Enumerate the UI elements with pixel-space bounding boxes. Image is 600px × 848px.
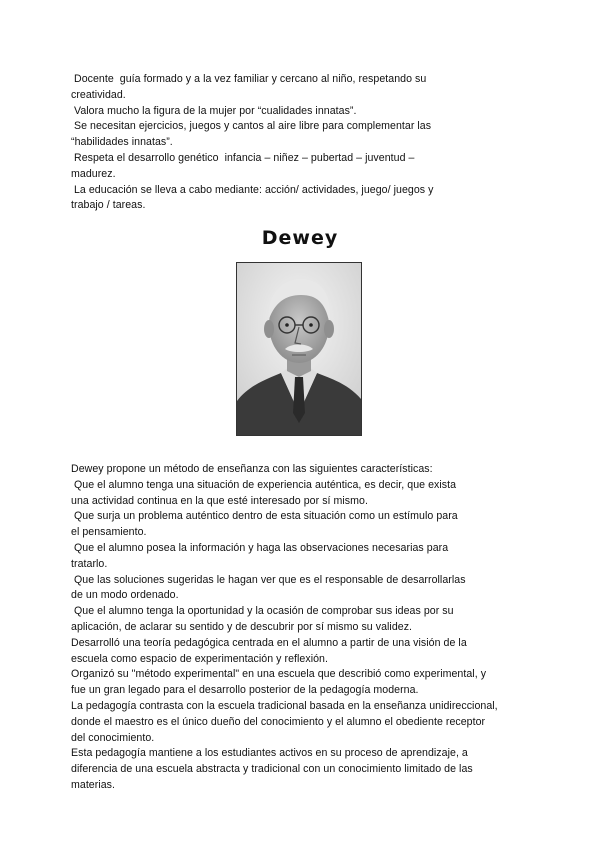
text-line: Que surja un problema auténtico dentro de esta situación como un estímulo para: [71, 510, 458, 523]
text-line: del conocimiento.: [71, 731, 155, 744]
text-line: Organizó su "método experimental" en una escuela que describió como experimental, y: [71, 668, 487, 681]
text-line: Respeta el desarrollo genético infancia – niñez – pubertad – juventud –: [71, 151, 415, 164]
text-line: una actividad continua en la que esté interesado por sí mismo.: [71, 494, 368, 507]
section-heading: Dewey: [261, 227, 339, 249]
text-line: materias.: [71, 778, 116, 791]
text-line: Esta pedagogía mantiene a los estudiantes activos en su proceso de aprendizaje, a: [71, 747, 468, 760]
text-line: Se necesitan ejercicios, juegos y cantos al aire libre para complementar las: [71, 120, 432, 133]
text-line: Que el alumno posea la información y haga las observaciones necesarias para: [71, 541, 449, 554]
intro-paragraph: [71, 72, 541, 214]
text-line: de un modo ordenado.: [71, 589, 179, 602]
text-line: donde el maestro es el único dueño del conocimiento y el alumno el obediente receptor: [71, 715, 486, 728]
dewey-portrait: [236, 262, 362, 436]
text-line: Desarrolló una teoría pedagógica centrada en el alumno a partir de una visión de la: [71, 636, 467, 649]
text-line: trabajo / tareas.: [71, 199, 146, 212]
text-line: Que el alumno tenga una situación de experiencia auténtica, es decir, que exista: [71, 478, 457, 491]
text-line: escuela como espacio de experimentación y reflexión.: [71, 652, 328, 665]
text-line: fue un gran legado para el desarrollo posterior de la pedagogía moderna.: [71, 684, 419, 697]
text-line: La educación se lleva a cabo mediante: acción/ actividades, juego/ juegos y: [71, 183, 434, 196]
text-line: Dewey propone un método de enseñanza con las siguientes características:: [71, 463, 433, 475]
text-line: madurez.: [71, 167, 116, 180]
text-line: aplicación, de aclarar su sentido y de descubrir por sí mismo su validez.: [71, 620, 413, 633]
body-paragraph: [71, 462, 541, 794]
text-line: el pensamiento.: [71, 526, 147, 539]
text-line: Docente guía formado y a la vez familiar y cercano al niño, respetando su: [71, 73, 427, 85]
text-line: Valora mucho la figura de la mujer por “cualidades innatas”.: [71, 104, 357, 117]
text-line: La pedagogía contrasta con la escuela tradicional basada en la enseñanza unidireccional,: [71, 699, 498, 712]
text-line: tratarlo.: [71, 557, 108, 570]
text-line: Que las soluciones sugeridas le hagan ver que es el responsable de desarrollarlas: [71, 573, 466, 586]
text-line: creatividad.: [71, 88, 126, 101]
text-line: diferencia de una escuela abstracta y tradicional con un conocimiento limitado de las: [71, 763, 473, 776]
text-line: “habilidades innatas”.: [71, 136, 173, 149]
text-line: Que el alumno tenga la oportunidad y la ocasión de comprobar sus ideas por su: [71, 605, 454, 618]
